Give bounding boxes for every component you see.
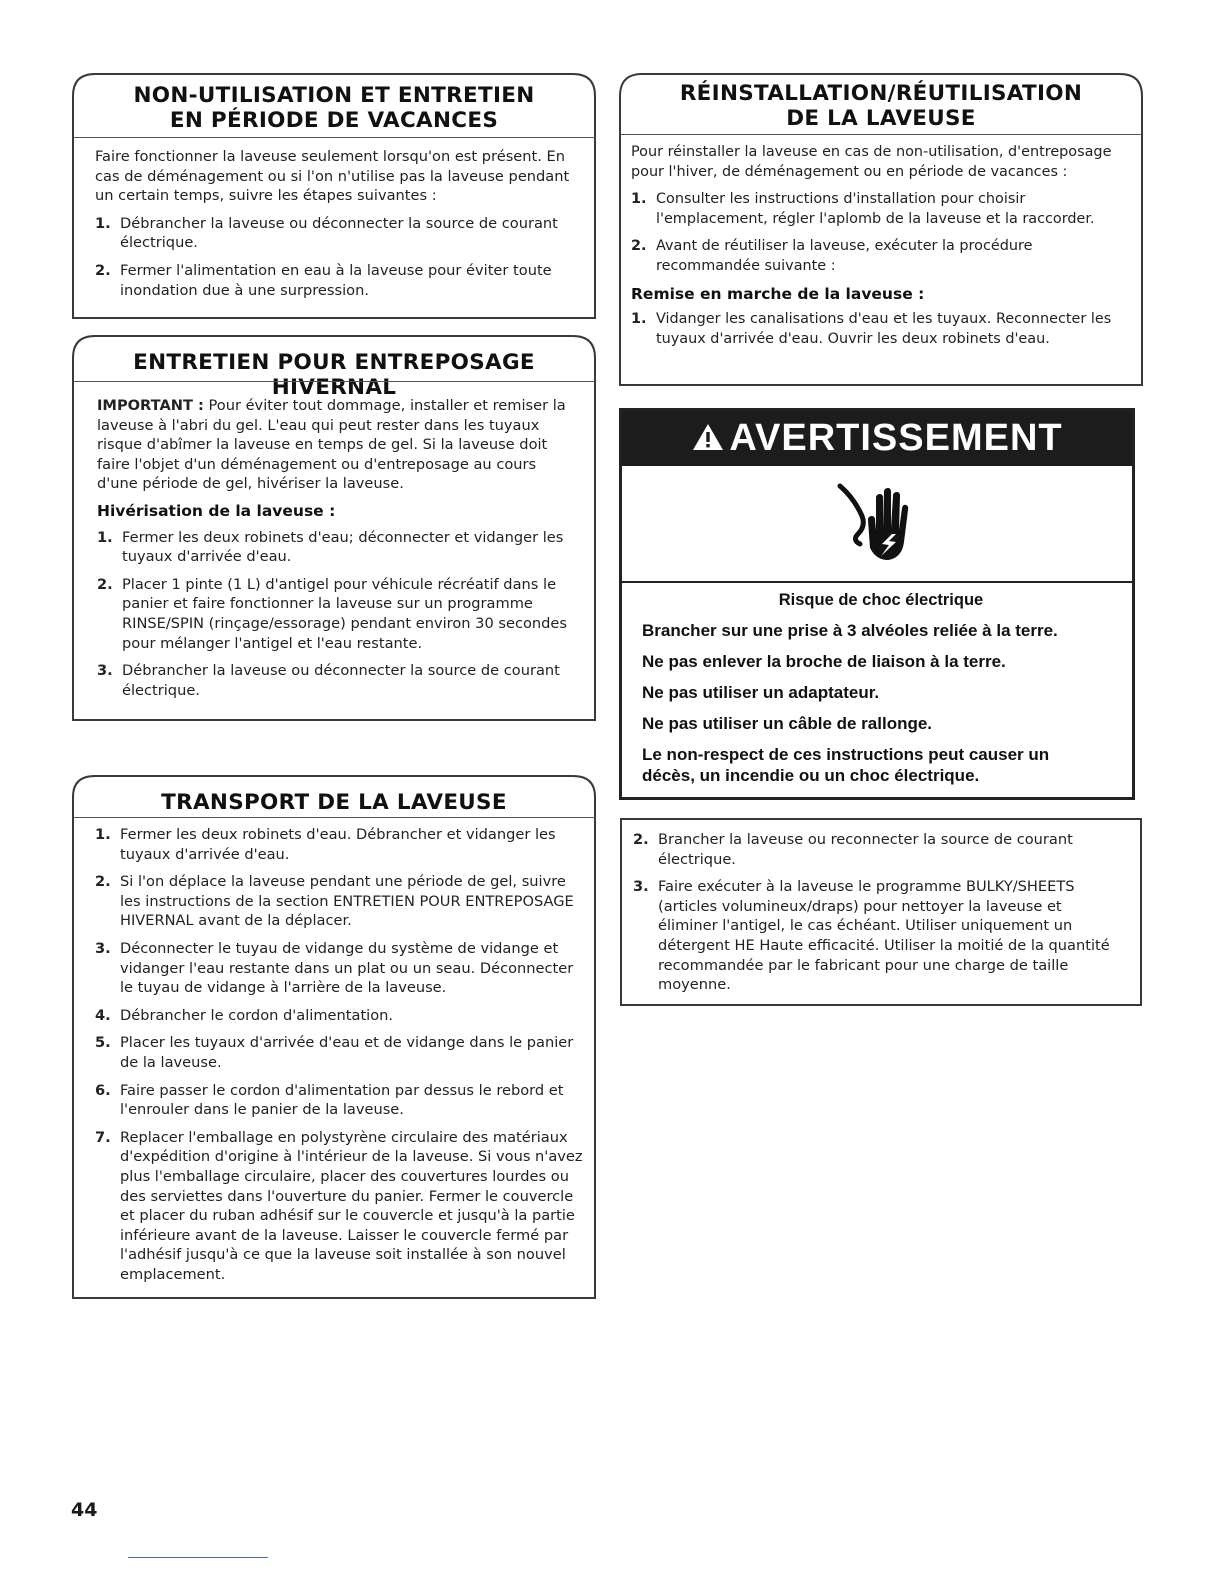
- reinstallation-list: [631, 190, 1136, 276]
- hivernal-subheading: Hivérisation de la laveuse :: [97, 501, 336, 520]
- vacances-title: NON-UTILISATION ET ENTRETIEN EN PÉRIODE DE VACANCES: [133, 83, 535, 133]
- list-item: 3. Débrancher la laveuse ou déconnecter la source de courant électrique.: [97, 662, 560, 699]
- reinstallation-subheading: Remise en marche de la laveuse :: [631, 284, 925, 303]
- footer-line: [128, 1557, 268, 1558]
- list-item: 1. Fermer les deux robinets d'eau. Débrancher et vidanger les tuyaux d'arrivée d'eau.: [95, 826, 556, 863]
- list-item: 3. Faire exécuter à la laveuse le programme BULKY/SHEETS (articles volumineux/draps) pour nettoyer la laveuse et éliminer l'antigel, le cas échéant. Utiliser uniquement un détergent HE Haute efficacité. Utiliser la moitié de la quantité recommandée par le fabricant pour une charge de taille moyenne.: [633, 878, 1110, 994]
- suite-content: [633, 830, 1123, 1003]
- list-item: 6. Faire passer le cordon d'alimentation par dessus le rebord et l'enrouler dans le panier de la laveuse.: [95, 1081, 564, 1119]
- warning-line: Le non-respect de ces instructions peut causer un décès, un incendie ou un choc électrique.: [642, 745, 1050, 785]
- warning-risk: Risque de choc électrique: [778, 591, 984, 609]
- list-item: 2. Avant de réutiliser la laveuse, exécuter la procédure recommandée suivante :: [631, 238, 1033, 274]
- suite-list: [633, 830, 1123, 995]
- warning-line: Ne pas enlever la broche de liaison à la terre.: [642, 652, 1006, 671]
- warning-text: [642, 591, 1120, 796]
- warning-header: AVERTISSEMENT: [622, 411, 1132, 466]
- list-item: 2. Placer 1 pinte (1 L) d'antigel pour véhicule récréatif dans le panier et faire fonctionner la laveuse sur un programme RINSE/SPIN (rinçage/essorage) pendant environ 30 secondes pour mélanger l'antigel et l'eau restante.: [97, 575, 568, 652]
- warning-triangle-icon: [691, 422, 725, 452]
- transport-title: TRANSPORT DE LA LAVEUSE: [161, 790, 507, 815]
- list-item: 7. Replacer l'emballage en polystyrène circulaire des matériaux d'expédition d'origine à l'intérieur de la laveuse. Si vous n'avez plus l'emballage circulaire, placer des couvertures lourdes ou des serviettes dans l'ouverture du panier. Fermer le couvercle et placer du ruban adhésif sur le couvercle et jusqu'à la partie inférieure avant de la laveuse. Laisser le couvercle fermé par l'adhésif jusqu'à ce que la laveuse soit installée à son nouvel emplacement.: [95, 1128, 583, 1283]
- list-item: 1. Débrancher la laveuse ou déconnecter la source de courant électrique.: [95, 214, 558, 252]
- reinstallation-intro: Pour réinstaller la laveuse en cas de non-utilisation, d'entreposage pour l'hiver, de déménagement ou en période de vacances :: [631, 144, 1112, 180]
- reinstallation-list-2: [631, 310, 1136, 349]
- list-item: 1. Fermer les deux robinets d'eau; déconnecter et vidanger les tuyaux d'arrivée d'eau.: [97, 528, 564, 566]
- warning-line: Brancher sur une prise à 3 alvéoles reliée à la terre.: [642, 621, 1058, 640]
- warning-box: [619, 408, 1135, 800]
- reinstallation-title: RÉINSTALLATION/RÉUTILISATION DE LA LAVEUSE: [679, 81, 1083, 131]
- reinstallation-content: [631, 143, 1136, 357]
- list-item: 4. Débrancher le cordon d'alimentation.: [95, 1006, 394, 1024]
- warning-line: Ne pas utiliser un adaptateur.: [642, 683, 880, 702]
- list-item: 1. Vidanger les canalisations d'eau et les tuyaux. Reconnecter les tuyaux d'arrivée d'eau. Ouvrir les deux robinets d'eau.: [631, 311, 1112, 347]
- warning-line: Ne pas utiliser un câble de rallonge.: [642, 714, 933, 733]
- list-item: 1. Consulter les instructions d'installation pour choisir l'emplacement, régler l'aplomb de la laveuse et la raccorder.: [631, 191, 1095, 227]
- hivernal-important: IMPORTANT : Pour éviter tout dommage, installer et remiser la laveuse à l'abri du gel. L'eau qui peut rester dans les tuyaux risque d'abîmer la laveuse en temps de gel. Si la laveuse doit faire l'objet d'un déménagement ou d'entreposage au cours d'une période de gel, hivériser la laveuse.: [97, 397, 566, 493]
- list-item: 2. Si l'on déplace la laveuse pendant une période de gel, suivre les instructions de la section ENTRETIEN POUR ENTREPOSAGE HIVERNAL avant de la déplacer.: [95, 873, 574, 930]
- warning-icon-area: [622, 466, 1132, 583]
- list-item: 2. Brancher la laveuse ou reconnecter la source de courant électrique.: [633, 831, 1073, 868]
- list-item: 3. Déconnecter le tuyau de vidange du système de vidange et vidanger l'eau restante dans un plat ou un seau. Déconnecter le tuyau de vidange à l'arrière de la laveuse.: [95, 939, 574, 997]
- list-item: 5. Placer les tuyaux d'arrivée d'eau et de vidange dans le panier de la laveuse.: [95, 1034, 574, 1071]
- list-item: 2. Fermer l'alimentation en eau à la laveuse pour éviter toute inondation due à une surpression.: [95, 261, 552, 299]
- vacances-intro: Faire fonctionner la laveuse seulement lorsqu'on est présent. En cas de déménagement ou si l'on n'utilise pas la laveuse pendant un certain temps, suivre les étapes suivantes :: [95, 148, 570, 205]
- hivernal-title: ENTRETIEN POUR ENTREPOSAGE HIVERNAL: [133, 350, 535, 400]
- electric-shock-hand-icon: [832, 478, 922, 568]
- reinstallation-rule: [620, 134, 1142, 135]
- page-number: 44: [71, 1499, 98, 1521]
